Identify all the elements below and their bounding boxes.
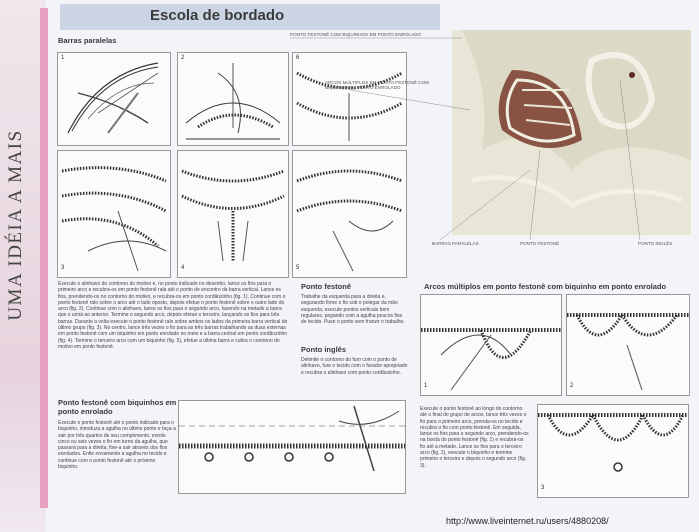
figure-drawing bbox=[58, 151, 170, 277]
festone-text: Trabalhe da esquerda para a direita e, segurando firme o fio sob o polegar da mão esquerda, execute pontos verticais bem regulares, pegando com a agulha poucos fios de tecido. Puxe o ponto sem franzir o trabalho. bbox=[301, 294, 405, 326]
figure-drawing bbox=[567, 295, 689, 395]
arcos-figure-2 bbox=[566, 294, 690, 396]
figure-drawing bbox=[58, 53, 170, 145]
arcos-text: Execute o ponto festonê ao longo do contorno até o final do grupo de arcos, lance três vezes o fio para o primeiro arco, prenda-os no tecido e recubra o fio com ponto festonê. Em seguida, lance os fios para o segundo arco, prendendo-os na borda do ponto festonê (fig. 1) e recubra-os fio até a metade. Lance os fios para o terceiro arco (fig. 2), execute o biquinho e termine primeiro o terceiro e depois o segundo arco (fig. 3). bbox=[420, 406, 529, 469]
step-number: 2 bbox=[570, 383, 574, 389]
biquinhos-figure bbox=[178, 400, 406, 494]
label-ingles: PONTO INGLÊS bbox=[638, 241, 673, 246]
side-title: UMA IDÉIA A MAIS bbox=[5, 129, 26, 321]
step-number: 1 bbox=[424, 383, 428, 389]
ingles-title: Ponto inglês bbox=[301, 345, 346, 354]
barras-figure-3 bbox=[57, 150, 171, 278]
label-top: PONTO FESTONÊ COM BIQUINHOS EM PONTO ENROLADO bbox=[290, 32, 421, 37]
arcos-figure-1 bbox=[420, 294, 562, 396]
barras-figure-2 bbox=[177, 52, 289, 146]
figure-drawing bbox=[178, 151, 288, 277]
label-middle: ARCOS MÚLTIPLOS EM PONTO FESTONÊ COM BIQUINHO EM PONTO ENROLADO bbox=[325, 80, 429, 90]
figure-drawing bbox=[538, 405, 688, 497]
figure-drawing bbox=[178, 53, 288, 145]
step-number: 3 bbox=[541, 485, 545, 491]
step-number: 4 bbox=[181, 265, 185, 271]
step-number: 3 bbox=[61, 265, 65, 271]
figure-drawing bbox=[179, 401, 405, 493]
footer-url: http://www.liveinternet.ru/users/4880208/ bbox=[446, 516, 609, 526]
photo-leaders bbox=[290, 30, 699, 260]
step-number: 5 bbox=[296, 265, 300, 271]
step-number: 2 bbox=[181, 55, 185, 61]
figure-drawing bbox=[421, 295, 561, 395]
ingles-text: Delimite o contorno do furo com o ponto de alinhavo, fure o tecido com o furador apropriado e recubra o alinhavo com ponto cordãozinho. bbox=[301, 357, 408, 376]
biquinhos-text: Execute o ponto festonê até o ponto indicado para o biquinho, introduza a agulha no último ponto e faça-a sair por três quartos de seu comprimento, enrole cinco ou seis vezes o fio em torno da agulha, que passará para a direita, fixe-a sair através dos fios enrolados. Enfie novamente a agulha no tecido e continue com o ponto festonê até o próximo biquinho. bbox=[58, 420, 176, 471]
page-title: Escola de bordado bbox=[150, 7, 285, 24]
barras-text: Execute o alinhavo de contorno do motivo e, no ponto indicado no desenho, lance os fios para o primeiro arco e recubra-os em ponto festonê rala até o ponto de encontro da barra vertical. Lance os fios, prendendo-os no contorno do motivo, e recubra-os em ponto cordãozinho (fig. 1). Continue com o ponto festonê ralo sobre o arco até o lado oposto, depois efetue o ponto festonê sobre o outro lado do arco (fig. 2). Continue com o alinhavo, lance os fios para o segundo arco, fazendo na metade a barra que o unirá ao anterior. Termine o segundo arco, depois efetue o terceiro, lançando os fios para três barras. Durante a volta execute o ponto festonê ralo sobre ambos os lados da primeira barra vertical do último grupo (fig. 3). No centro, lance três vezes o fio para as três barras trabalhando as duas externas em ponto festonê com um biquinho em ponto enrolado no meio e a barra central em ponto cordãozinho (fig. 4). Termine o terceiro arco com um biquinho (fig. 5), efetue a última barra e cubra o contorno do motivo em ponto festonê. bbox=[58, 281, 288, 350]
festone-title: Ponto festonê bbox=[301, 282, 351, 291]
barras-figure-1 bbox=[57, 52, 171, 146]
arcos-figure-3 bbox=[537, 404, 689, 498]
arcos-title: Arcos múltiplos em ponto festonê com biquinho em ponto enrolado bbox=[424, 282, 667, 291]
barras-figure-4 bbox=[177, 150, 289, 278]
step-number: 6 bbox=[296, 55, 300, 61]
step-number: 1 bbox=[61, 55, 65, 61]
pink-rule bbox=[40, 8, 48, 508]
barras-title: Barras paralelas bbox=[58, 36, 117, 45]
biquinhos-title: Ponto festonê com biquinhos em ponto enrolado bbox=[58, 398, 177, 416]
label-festone: PONTO FESTONÊ bbox=[520, 241, 560, 246]
label-barras: BARRAS PARALELAS bbox=[432, 241, 479, 246]
